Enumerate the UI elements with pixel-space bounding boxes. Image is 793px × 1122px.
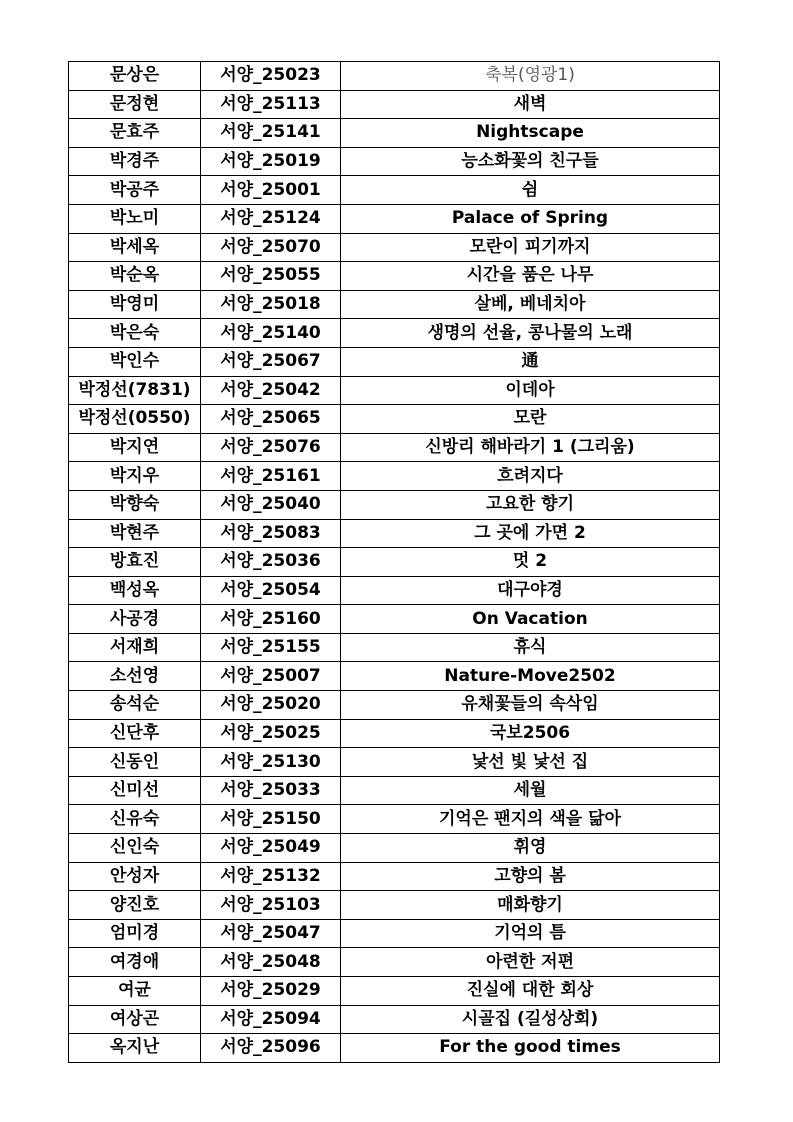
table-row <box>69 919 720 948</box>
artist-name-cell: 백성옥 <box>69 576 201 605</box>
artist-name-cell: 여상곤 <box>69 1005 201 1034</box>
entry-code-cell: 서양_25040 <box>201 490 341 519</box>
artist-name-cell: 방효진 <box>69 548 201 577</box>
entry-code-cell: 서양_25094 <box>201 1005 341 1034</box>
entries-table <box>68 61 720 1063</box>
artwork-title-cell: 세월 <box>341 776 720 805</box>
artist-name-cell: 옥지난 <box>69 1034 201 1063</box>
entry-code-cell: 서양_25025 <box>201 719 341 748</box>
artwork-title-cell: 살베, 베네치아 <box>341 290 720 319</box>
entry-code-cell: 서양_25047 <box>201 919 341 948</box>
artist-name-cell: 문상은 <box>69 62 201 91</box>
table-row <box>69 776 720 805</box>
artwork-title-cell: 신방리 해바라기 1 (그리움) <box>341 433 720 462</box>
entry-code-cell: 서양_25161 <box>201 462 341 491</box>
table-row <box>69 433 720 462</box>
artist-name-cell: 박정선(0550) <box>69 405 201 434</box>
artwork-title-cell: 이데아 <box>341 376 720 405</box>
artwork-title-cell: 낯선 빛 낯선 집 <box>341 748 720 777</box>
table-row <box>69 376 720 405</box>
entry-code-cell: 서양_25067 <box>201 347 341 376</box>
artwork-title-cell: Palace of Spring <box>341 204 720 233</box>
entry-code-cell: 서양_25001 <box>201 176 341 205</box>
entry-code-cell: 서양_25150 <box>201 805 341 834</box>
entry-code-cell: 서양_25042 <box>201 376 341 405</box>
artwork-title-cell: 그 곳에 가면 2 <box>341 519 720 548</box>
entry-code-cell: 서양_25076 <box>201 433 341 462</box>
table-row <box>69 290 720 319</box>
entry-code-cell: 서양_25103 <box>201 891 341 920</box>
artist-name-cell: 여균 <box>69 977 201 1006</box>
entry-code-cell: 서양_25007 <box>201 662 341 691</box>
entry-code-cell: 서양_25141 <box>201 119 341 148</box>
entries-table-container <box>68 61 719 1063</box>
artwork-title-cell: For the good times <box>341 1034 720 1063</box>
artist-name-cell: 여경애 <box>69 948 201 977</box>
artwork-title-cell: Nature-Move2502 <box>341 662 720 691</box>
entry-code-cell: 서양_25036 <box>201 548 341 577</box>
artist-name-cell: 신유숙 <box>69 805 201 834</box>
artwork-title-cell: 국보2506 <box>341 719 720 748</box>
entry-code-cell: 서양_25140 <box>201 319 341 348</box>
table-row <box>69 691 720 720</box>
entry-code-cell: 서양_25096 <box>201 1034 341 1063</box>
artwork-title-cell: 휴식 <box>341 633 720 662</box>
entry-code-cell: 서양_25055 <box>201 262 341 291</box>
table-row <box>69 262 720 291</box>
table-row <box>69 862 720 891</box>
artist-name-cell: 박향숙 <box>69 490 201 519</box>
artist-name-cell: 박세옥 <box>69 233 201 262</box>
artwork-title-cell: 기억은 팬지의 색을 닮아 <box>341 805 720 834</box>
artwork-title-cell: 기억의 틈 <box>341 919 720 948</box>
table-row <box>69 548 720 577</box>
table-row <box>69 1034 720 1063</box>
artwork-title-cell: 멋 2 <box>341 548 720 577</box>
table-row <box>69 62 720 91</box>
artist-name-cell: 박지우 <box>69 462 201 491</box>
table-row <box>69 405 720 434</box>
entry-code-cell: 서양_25113 <box>201 90 341 119</box>
entry-code-cell: 서양_25033 <box>201 776 341 805</box>
artist-name-cell: 서재희 <box>69 633 201 662</box>
artwork-title-cell: 고요한 향기 <box>341 490 720 519</box>
entry-code-cell: 서양_25048 <box>201 948 341 977</box>
table-row <box>69 490 720 519</box>
entry-code-cell: 서양_25019 <box>201 147 341 176</box>
artwork-title-cell: Nightscape <box>341 119 720 148</box>
artist-name-cell: 양진호 <box>69 891 201 920</box>
artist-name-cell: 박공주 <box>69 176 201 205</box>
artwork-title-cell: 새벽 <box>341 90 720 119</box>
artist-name-cell: 박순옥 <box>69 262 201 291</box>
artist-name-cell: 박현주 <box>69 519 201 548</box>
table-row <box>69 1005 720 1034</box>
artwork-title-cell: 모란 <box>341 405 720 434</box>
artwork-title-cell: 시골집 (길성상회) <box>341 1005 720 1034</box>
table-row <box>69 176 720 205</box>
table-row <box>69 90 720 119</box>
artist-name-cell: 박지연 <box>69 433 201 462</box>
table-row <box>69 834 720 863</box>
artwork-title-cell: 通 <box>341 347 720 376</box>
entries-table-body <box>69 62 720 1063</box>
table-row <box>69 948 720 977</box>
table-row <box>69 662 720 691</box>
artist-name-cell: 사공경 <box>69 605 201 634</box>
entry-code-cell: 서양_25020 <box>201 691 341 720</box>
artist-name-cell: 신미선 <box>69 776 201 805</box>
artist-name-cell: 박영미 <box>69 290 201 319</box>
artwork-title-cell: 축복(영광1) <box>341 62 720 91</box>
entry-code-cell: 서양_25124 <box>201 204 341 233</box>
artwork-title-cell: 시간을 품은 나무 <box>341 262 720 291</box>
artist-name-cell: 박은숙 <box>69 319 201 348</box>
artwork-title-cell: 흐려지다 <box>341 462 720 491</box>
artist-name-cell: 문효주 <box>69 119 201 148</box>
entry-code-cell: 서양_25049 <box>201 834 341 863</box>
artwork-title-cell: On Vacation <box>341 605 720 634</box>
entry-code-cell: 서양_25160 <box>201 605 341 634</box>
table-row <box>69 748 720 777</box>
table-row <box>69 147 720 176</box>
artist-name-cell: 소선영 <box>69 662 201 691</box>
table-row <box>69 204 720 233</box>
table-row <box>69 462 720 491</box>
table-row <box>69 891 720 920</box>
entry-code-cell: 서양_25155 <box>201 633 341 662</box>
artist-name-cell: 문정현 <box>69 90 201 119</box>
artwork-title-cell: 쉼 <box>341 176 720 205</box>
artist-name-cell: 박경주 <box>69 147 201 176</box>
artwork-title-cell: 생명의 선율, 콩나물의 노래 <box>341 319 720 348</box>
artist-name-cell: 신인숙 <box>69 834 201 863</box>
artwork-title-cell: 휘영 <box>341 834 720 863</box>
artist-name-cell: 박인수 <box>69 347 201 376</box>
artist-name-cell: 안성자 <box>69 862 201 891</box>
artist-name-cell: 엄미경 <box>69 919 201 948</box>
table-row <box>69 519 720 548</box>
entry-code-cell: 서양_25065 <box>201 405 341 434</box>
table-row <box>69 576 720 605</box>
entry-code-cell: 서양_25070 <box>201 233 341 262</box>
table-row <box>69 633 720 662</box>
entry-code-cell: 서양_25130 <box>201 748 341 777</box>
artwork-title-cell: 모란이 피기까지 <box>341 233 720 262</box>
artwork-title-cell: 매화향기 <box>341 891 720 920</box>
artwork-title-cell: 아련한 저편 <box>341 948 720 977</box>
table-row <box>69 719 720 748</box>
artist-name-cell: 신동인 <box>69 748 201 777</box>
entry-code-cell: 서양_25018 <box>201 290 341 319</box>
table-row <box>69 319 720 348</box>
entry-code-cell: 서양_25132 <box>201 862 341 891</box>
artist-name-cell: 신단후 <box>69 719 201 748</box>
table-row <box>69 605 720 634</box>
table-row <box>69 805 720 834</box>
artist-name-cell: 박정선(7831) <box>69 376 201 405</box>
artwork-title-cell: 진실에 대한 회상 <box>341 977 720 1006</box>
entry-code-cell: 서양_25029 <box>201 977 341 1006</box>
entry-code-cell: 서양_25083 <box>201 519 341 548</box>
entry-code-cell: 서양_25023 <box>201 62 341 91</box>
table-row <box>69 233 720 262</box>
artwork-title-cell: 유채꽃들의 속삭임 <box>341 691 720 720</box>
artist-name-cell: 송석순 <box>69 691 201 720</box>
artist-name-cell: 박노미 <box>69 204 201 233</box>
entry-code-cell: 서양_25054 <box>201 576 341 605</box>
artwork-title-cell: 고향의 봄 <box>341 862 720 891</box>
artwork-title-cell: 능소화꽃의 친구들 <box>341 147 720 176</box>
table-row <box>69 119 720 148</box>
artwork-title-cell: 대구야경 <box>341 576 720 605</box>
table-row <box>69 977 720 1006</box>
table-row <box>69 347 720 376</box>
